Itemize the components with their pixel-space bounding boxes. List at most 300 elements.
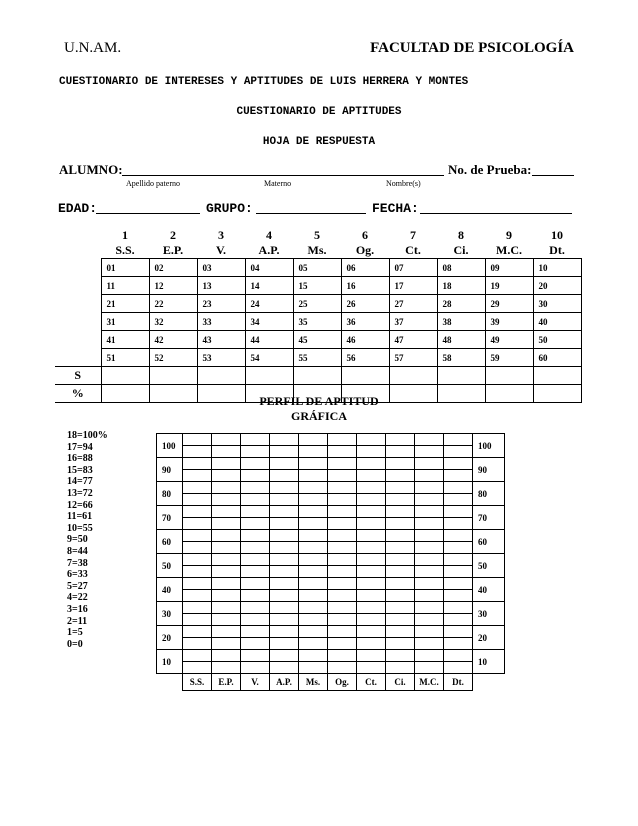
prueba-line[interactable]: [532, 175, 574, 176]
graph-cell[interactable]: [212, 626, 241, 638]
graph-cell[interactable]: [415, 650, 444, 662]
answer-cell[interactable]: 35: [293, 313, 341, 331]
graph-cell[interactable]: [415, 530, 444, 542]
graph-cell[interactable]: [386, 446, 415, 458]
graph-cell[interactable]: [270, 530, 299, 542]
answer-cell[interactable]: 33: [197, 313, 245, 331]
graph-cell[interactable]: [328, 650, 357, 662]
graph-cell[interactable]: [241, 494, 270, 506]
graph-cell[interactable]: [386, 482, 415, 494]
graph-cell[interactable]: [183, 434, 212, 446]
conversion-item: 5=27: [67, 580, 88, 592]
graph-cell[interactable]: [328, 458, 357, 470]
answer-cell[interactable]: 24: [245, 295, 293, 313]
graph-cell[interactable]: [270, 518, 299, 530]
graph-cell[interactable]: [444, 542, 473, 554]
graph-cell[interactable]: [444, 530, 473, 542]
graph-cell[interactable]: [386, 578, 415, 590]
graph-cell[interactable]: [270, 542, 299, 554]
graph-cell[interactable]: [357, 662, 386, 674]
graph-cell[interactable]: [444, 494, 473, 506]
answer-cell[interactable]: 05: [293, 259, 341, 277]
graph-cell[interactable]: [444, 662, 473, 674]
edad-line[interactable]: [96, 213, 200, 214]
graph-cell[interactable]: [415, 614, 444, 626]
conversion-item: 18=100%: [67, 430, 108, 441]
graph-cell[interactable]: [212, 482, 241, 494]
scale-label-right: 100: [473, 434, 505, 458]
score-s-cell[interactable]: [245, 367, 293, 385]
graph-cell[interactable]: [212, 578, 241, 590]
graph-cell[interactable]: [357, 446, 386, 458]
graph-cell[interactable]: [386, 662, 415, 674]
graph-cell[interactable]: [328, 662, 357, 674]
graph-cell[interactable]: [183, 650, 212, 662]
answer-cell[interactable]: 15: [293, 277, 341, 295]
graph-cell[interactable]: [328, 530, 357, 542]
graph-category-label: Ct.: [357, 674, 386, 691]
graph-cell[interactable]: [444, 626, 473, 638]
graph-cell[interactable]: [299, 662, 328, 674]
answer-cell[interactable]: 21: [101, 295, 149, 313]
answer-cell[interactable]: 31: [101, 313, 149, 331]
graph-cell[interactable]: [270, 506, 299, 518]
graph-cell[interactable]: [357, 614, 386, 626]
graph-cell[interactable]: [444, 434, 473, 446]
graph-cell[interactable]: [212, 506, 241, 518]
answer-cell[interactable]: 16: [341, 277, 389, 295]
graph-cell[interactable]: [183, 518, 212, 530]
area-number: 6: [362, 228, 368, 242]
graph-cell[interactable]: [299, 446, 328, 458]
answer-cell[interactable]: 54: [245, 349, 293, 367]
answer-cell[interactable]: 20: [533, 277, 581, 295]
graph-cell[interactable]: [328, 626, 357, 638]
answer-cell[interactable]: 12: [149, 277, 197, 295]
graph-cell[interactable]: [386, 638, 415, 650]
graph-cell[interactable]: [357, 434, 386, 446]
answer-cell[interactable]: 39: [485, 313, 533, 331]
graph-cell[interactable]: [328, 578, 357, 590]
score-s-cell[interactable]: [293, 367, 341, 385]
score-s-cell[interactable]: [389, 367, 437, 385]
graph-category-label: S.S.: [183, 674, 212, 691]
graph-cell[interactable]: [357, 470, 386, 482]
answer-cell[interactable]: 13: [197, 277, 245, 295]
graph-cell[interactable]: [357, 602, 386, 614]
score-s-cell[interactable]: [437, 367, 485, 385]
graph-cell[interactable]: [299, 578, 328, 590]
graph-cell[interactable]: [386, 614, 415, 626]
graph-cell[interactable]: [299, 602, 328, 614]
graph-cell[interactable]: [270, 470, 299, 482]
graph-cell[interactable]: [328, 434, 357, 446]
scale-label-left: 70: [157, 506, 183, 530]
graph-cell[interactable]: [270, 650, 299, 662]
graph-cell[interactable]: [212, 446, 241, 458]
graph-cell[interactable]: [386, 554, 415, 566]
answer-cell[interactable]: 23: [197, 295, 245, 313]
graph-cell[interactable]: [328, 554, 357, 566]
graph-cell[interactable]: [357, 482, 386, 494]
answer-cell[interactable]: 30: [533, 295, 581, 313]
graph-cell[interactable]: [212, 470, 241, 482]
graph-cell[interactable]: [299, 518, 328, 530]
score-s-cell[interactable]: [341, 367, 389, 385]
answer-cell[interactable]: 08: [437, 259, 485, 277]
graph-cell[interactable]: [357, 542, 386, 554]
graph-cell[interactable]: [212, 614, 241, 626]
answer-cell[interactable]: 48: [437, 331, 485, 349]
answer-cell[interactable]: 40: [533, 313, 581, 331]
scale-label-right: 30: [473, 602, 505, 626]
score-s-cell[interactable]: [101, 367, 149, 385]
graph-cell[interactable]: [270, 566, 299, 578]
answer-cell[interactable]: 41: [101, 331, 149, 349]
answer-cell[interactable]: 47: [389, 331, 437, 349]
graph-cell[interactable]: [241, 614, 270, 626]
graph-cell[interactable]: [270, 482, 299, 494]
graph-cell[interactable]: [444, 446, 473, 458]
answer-cell[interactable]: 53: [197, 349, 245, 367]
answer-cell[interactable]: 57: [389, 349, 437, 367]
graph-cell[interactable]: [357, 494, 386, 506]
score-s-cell[interactable]: [149, 367, 197, 385]
graph-cell[interactable]: [444, 458, 473, 470]
graph-cell[interactable]: [328, 506, 357, 518]
answer-row: [55, 331, 581, 349]
graph-cell[interactable]: [386, 602, 415, 614]
graph-cell[interactable]: [241, 470, 270, 482]
graph-cell[interactable]: [183, 566, 212, 578]
answer-cell[interactable]: 09: [485, 259, 533, 277]
graph-cell[interactable]: [415, 602, 444, 614]
answer-cell[interactable]: 11: [101, 277, 149, 295]
graph-cell[interactable]: [183, 590, 212, 602]
graph-cell[interactable]: [357, 566, 386, 578]
graph-cell[interactable]: [183, 602, 212, 614]
graph-cell[interactable]: [299, 482, 328, 494]
graph-cell[interactable]: [299, 494, 328, 506]
graph-cell[interactable]: [415, 470, 444, 482]
graph-cell[interactable]: [299, 614, 328, 626]
answer-cell[interactable]: 44: [245, 331, 293, 349]
graph-cell[interactable]: [299, 506, 328, 518]
scale-label-right: 70: [473, 506, 505, 530]
graph-cell[interactable]: [444, 602, 473, 614]
graph-cell[interactable]: [183, 614, 212, 626]
answer-cell[interactable]: 34: [245, 313, 293, 331]
graph-cell[interactable]: [270, 602, 299, 614]
graph-cell[interactable]: [299, 530, 328, 542]
answer-cell[interactable]: 45: [293, 331, 341, 349]
graph-cell[interactable]: [270, 614, 299, 626]
answer-cell[interactable]: 27: [389, 295, 437, 313]
graph-cell[interactable]: [299, 566, 328, 578]
graph-cell[interactable]: [444, 554, 473, 566]
graph-cell[interactable]: [212, 494, 241, 506]
graph-cell[interactable]: [415, 518, 444, 530]
area-number: 2: [170, 228, 176, 242]
graph-cell[interactable]: [183, 638, 212, 650]
graph-cell[interactable]: [183, 626, 212, 638]
graph-cell[interactable]: [386, 470, 415, 482]
graph-cell[interactable]: [444, 614, 473, 626]
answer-cell[interactable]: 43: [197, 331, 245, 349]
answer-cell[interactable]: 55: [293, 349, 341, 367]
graph-row: [157, 614, 505, 626]
graph-cell[interactable]: [299, 458, 328, 470]
graph-cell[interactable]: [183, 554, 212, 566]
answer-cell[interactable]: 25: [293, 295, 341, 313]
graph-cell[interactable]: [241, 518, 270, 530]
answer-cell[interactable]: 19: [485, 277, 533, 295]
answer-cell[interactable]: 46: [341, 331, 389, 349]
graph-cell[interactable]: [183, 578, 212, 590]
graph-cell[interactable]: [299, 554, 328, 566]
graph-cell[interactable]: [444, 590, 473, 602]
graph-cell[interactable]: [444, 638, 473, 650]
graph-cell[interactable]: [415, 566, 444, 578]
graph-cell[interactable]: [386, 650, 415, 662]
graph-cell[interactable]: [270, 590, 299, 602]
graph-cell[interactable]: [328, 518, 357, 530]
graph-cell[interactable]: [241, 554, 270, 566]
graph-cell[interactable]: [444, 566, 473, 578]
answer-cell[interactable]: 36: [341, 313, 389, 331]
graph-cell[interactable]: [241, 458, 270, 470]
graph-cell[interactable]: [212, 554, 241, 566]
graph-cell[interactable]: [444, 518, 473, 530]
graph-cell[interactable]: [386, 518, 415, 530]
graph-cell[interactable]: [241, 506, 270, 518]
answer-cell[interactable]: 42: [149, 331, 197, 349]
graph-cell[interactable]: [386, 434, 415, 446]
graph-cell[interactable]: [415, 446, 444, 458]
answer-cell[interactable]: 02: [149, 259, 197, 277]
score-s-cell[interactable]: [485, 367, 533, 385]
graph-cell[interactable]: [270, 494, 299, 506]
graph-cell[interactable]: [241, 638, 270, 650]
graph-cell[interactable]: [386, 530, 415, 542]
graph-cell[interactable]: [415, 542, 444, 554]
graph-cell[interactable]: [357, 506, 386, 518]
graph-row: [157, 542, 505, 554]
graph-cell[interactable]: [270, 458, 299, 470]
graph-cell[interactable]: [357, 530, 386, 542]
graph-cell[interactable]: [299, 626, 328, 638]
conversion-item: 2=11: [67, 615, 88, 627]
graph-cell[interactable]: [357, 626, 386, 638]
graph-cell[interactable]: [270, 434, 299, 446]
graph-cell[interactable]: [241, 626, 270, 638]
graph-cell[interactable]: [328, 446, 357, 458]
answer-cell[interactable]: 59: [485, 349, 533, 367]
graph-cell[interactable]: [183, 530, 212, 542]
graph-cell[interactable]: [241, 590, 270, 602]
graph-cell[interactable]: [328, 542, 357, 554]
scale-label-left: 40: [157, 578, 183, 602]
answer-cell[interactable]: 10: [533, 259, 581, 277]
graph-cell[interactable]: [386, 566, 415, 578]
answer-cell[interactable]: 56: [341, 349, 389, 367]
graph-cell[interactable]: [183, 470, 212, 482]
answer-cell[interactable]: 29: [485, 295, 533, 313]
answer-cell[interactable]: 37: [389, 313, 437, 331]
prueba-label: No. de Prueba:: [448, 162, 532, 177]
graph-cell[interactable]: [270, 626, 299, 638]
graph-cell[interactable]: [328, 638, 357, 650]
answer-cell[interactable]: 22: [149, 295, 197, 313]
answer-cell[interactable]: 60: [533, 349, 581, 367]
answer-cell[interactable]: 18: [437, 277, 485, 295]
graph-cell[interactable]: [212, 530, 241, 542]
graph-cell[interactable]: [357, 554, 386, 566]
graph-cell[interactable]: [241, 566, 270, 578]
graph-cell[interactable]: [183, 494, 212, 506]
graph-row: [157, 554, 505, 566]
graph-cell[interactable]: [386, 494, 415, 506]
answer-cell[interactable]: 07: [389, 259, 437, 277]
graph-cell[interactable]: [415, 554, 444, 566]
graph-cell[interactable]: [357, 650, 386, 662]
graph-cell[interactable]: [241, 482, 270, 494]
graph-row: [157, 602, 505, 614]
graph-cell[interactable]: [270, 662, 299, 674]
graph-cell[interactable]: [241, 446, 270, 458]
alumno-line[interactable]: [122, 175, 444, 176]
graph-cell[interactable]: [241, 578, 270, 590]
graph-cell[interactable]: [357, 578, 386, 590]
graph-cell[interactable]: [415, 506, 444, 518]
graph-cell[interactable]: [328, 590, 357, 602]
graph-cell[interactable]: [212, 650, 241, 662]
graph-cell[interactable]: [299, 638, 328, 650]
answer-cell[interactable]: 01: [101, 259, 149, 277]
graph-cell[interactable]: [386, 458, 415, 470]
score-s-cell[interactable]: [197, 367, 245, 385]
graph-cell[interactable]: [415, 626, 444, 638]
answer-cell[interactable]: 38: [437, 313, 485, 331]
graph-cell[interactable]: [444, 482, 473, 494]
graph-cell[interactable]: [415, 482, 444, 494]
conversion-item: 1=5: [67, 627, 83, 639]
area-number: 5: [314, 228, 320, 242]
score-s-cell[interactable]: [533, 367, 581, 385]
graph-cell[interactable]: [444, 650, 473, 662]
graph-cell[interactable]: [183, 458, 212, 470]
fecha-label: FECHA:: [372, 201, 419, 216]
answer-cell[interactable]: 06: [341, 259, 389, 277]
graph-cell[interactable]: [241, 662, 270, 674]
graph-cell[interactable]: [212, 566, 241, 578]
graph-cell[interactable]: [357, 638, 386, 650]
graph-cell[interactable]: [270, 638, 299, 650]
graph-cell[interactable]: [183, 506, 212, 518]
graph-cell[interactable]: [415, 494, 444, 506]
graph-row: [157, 530, 505, 542]
graph-cell[interactable]: [444, 506, 473, 518]
graph-cell[interactable]: [415, 590, 444, 602]
graph-cell[interactable]: [415, 458, 444, 470]
grupo-line[interactable]: [256, 213, 366, 214]
graph-cell[interactable]: [415, 434, 444, 446]
graph-cell[interactable]: [183, 446, 212, 458]
answer-cell[interactable]: 58: [437, 349, 485, 367]
graph-cell[interactable]: [241, 650, 270, 662]
answer-cell[interactable]: 50: [533, 331, 581, 349]
answer-table: [55, 228, 582, 403]
graph-cell[interactable]: [183, 542, 212, 554]
graph-cell[interactable]: [183, 482, 212, 494]
answer-cell[interactable]: 26: [341, 295, 389, 313]
main-title: CUESTIONARIO DE INTERESES Y APTITUDES DE LUIS HERRERA Y MONTES: [59, 76, 469, 88]
graph-cell[interactable]: [270, 554, 299, 566]
graph-cell[interactable]: [386, 590, 415, 602]
graph-cell[interactable]: [270, 446, 299, 458]
graph-cell[interactable]: [415, 578, 444, 590]
answer-cell[interactable]: 17: [389, 277, 437, 295]
graph-cell[interactable]: [212, 638, 241, 650]
scale-label-right: 90: [473, 458, 505, 482]
graph-cell[interactable]: [328, 494, 357, 506]
fecha-line[interactable]: [420, 213, 572, 214]
answer-cell[interactable]: 03: [197, 259, 245, 277]
graph-cell[interactable]: [241, 530, 270, 542]
graph-cell[interactable]: [444, 470, 473, 482]
graph-cell[interactable]: [328, 566, 357, 578]
graph-cell[interactable]: [357, 518, 386, 530]
graph-cell[interactable]: [299, 470, 328, 482]
answer-cell[interactable]: 04: [245, 259, 293, 277]
answer-cell[interactable]: 49: [485, 331, 533, 349]
answer-cell[interactable]: 14: [245, 277, 293, 295]
graph-cell[interactable]: [386, 506, 415, 518]
graph-cell[interactable]: [328, 482, 357, 494]
graph-cell[interactable]: [241, 542, 270, 554]
graph-cell[interactable]: [270, 578, 299, 590]
graph-cell[interactable]: [386, 542, 415, 554]
graph-cell[interactable]: [183, 662, 212, 674]
graph-cell[interactable]: [328, 470, 357, 482]
graph-cell[interactable]: [241, 434, 270, 446]
answer-cell[interactable]: 51: [101, 349, 149, 367]
graph-cell[interactable]: [212, 662, 241, 674]
answer-cell[interactable]: 52: [149, 349, 197, 367]
graph-cell[interactable]: [357, 590, 386, 602]
graph-cell[interactable]: [241, 602, 270, 614]
answer-cell[interactable]: 32: [149, 313, 197, 331]
graph-cell[interactable]: [212, 458, 241, 470]
graph-cell[interactable]: [415, 638, 444, 650]
graph-cell[interactable]: [386, 626, 415, 638]
graph-cell[interactable]: [415, 662, 444, 674]
graph-cell[interactable]: [299, 650, 328, 662]
graph-cell[interactable]: [299, 590, 328, 602]
graph-cell[interactable]: [212, 542, 241, 554]
graph-cell[interactable]: [328, 602, 357, 614]
graph-cell[interactable]: [444, 578, 473, 590]
graph-cell[interactable]: [212, 518, 241, 530]
graph-cell[interactable]: [212, 602, 241, 614]
graph-cell[interactable]: [357, 458, 386, 470]
graph-cell[interactable]: [212, 434, 241, 446]
answer-cell[interactable]: 28: [437, 295, 485, 313]
graph-cell[interactable]: [299, 542, 328, 554]
graph-cell[interactable]: [299, 434, 328, 446]
graph-cell[interactable]: [212, 590, 241, 602]
graph-cell[interactable]: [328, 614, 357, 626]
